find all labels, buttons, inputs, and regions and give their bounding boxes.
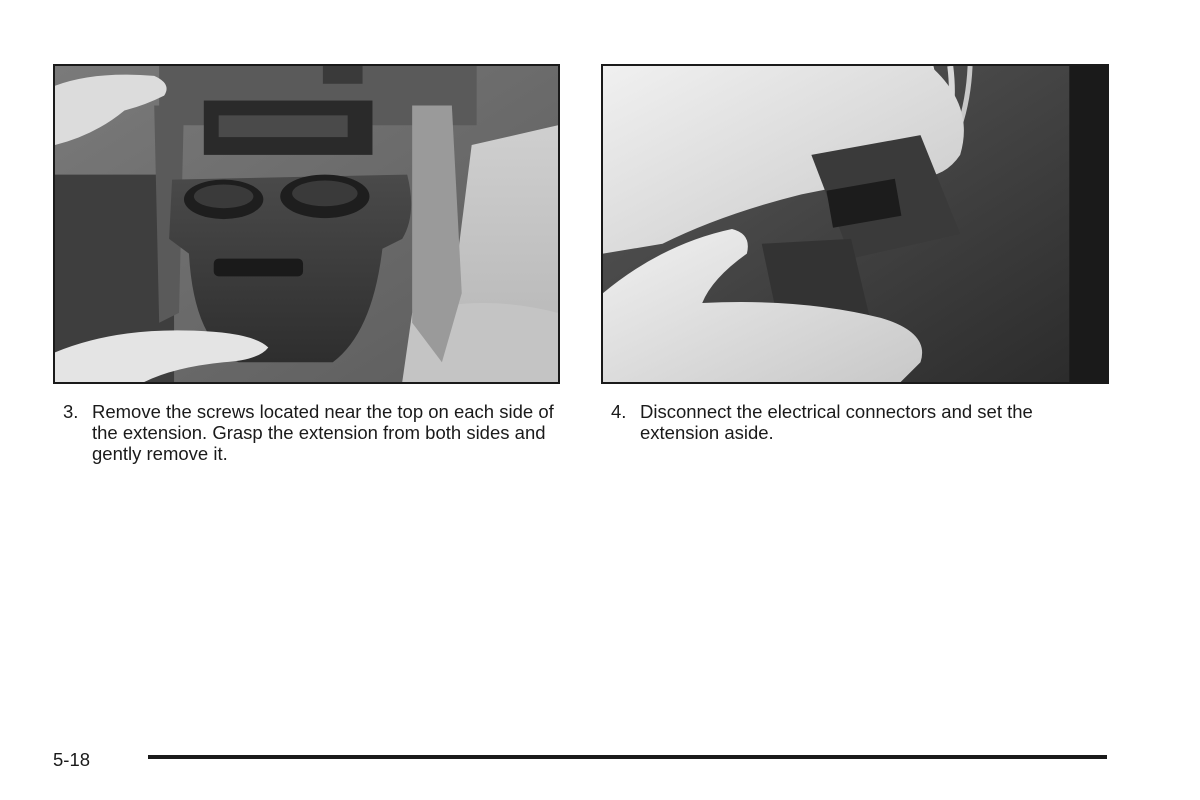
photo-electrical-connector-disconnect [601, 64, 1109, 384]
step-4-number: 4. [611, 401, 627, 422]
console-extension-illustration [55, 66, 558, 382]
step-3-text: Remove the screws located near the top on each side of the extension. Grasp the extension from both sides and gently remove it. [92, 401, 554, 464]
step-4-text: Disconnect the electrical connectors and set the extension aside. [640, 401, 1033, 443]
step-3 [63, 401, 558, 464]
electrical-connector-illustration [603, 66, 1107, 382]
step-4 [611, 401, 1106, 443]
photo-console-extension-removal [53, 64, 560, 384]
page-number: 5-18 [53, 749, 91, 770]
step-3-number: 3. [63, 401, 79, 422]
footer-rule [148, 755, 1107, 759]
